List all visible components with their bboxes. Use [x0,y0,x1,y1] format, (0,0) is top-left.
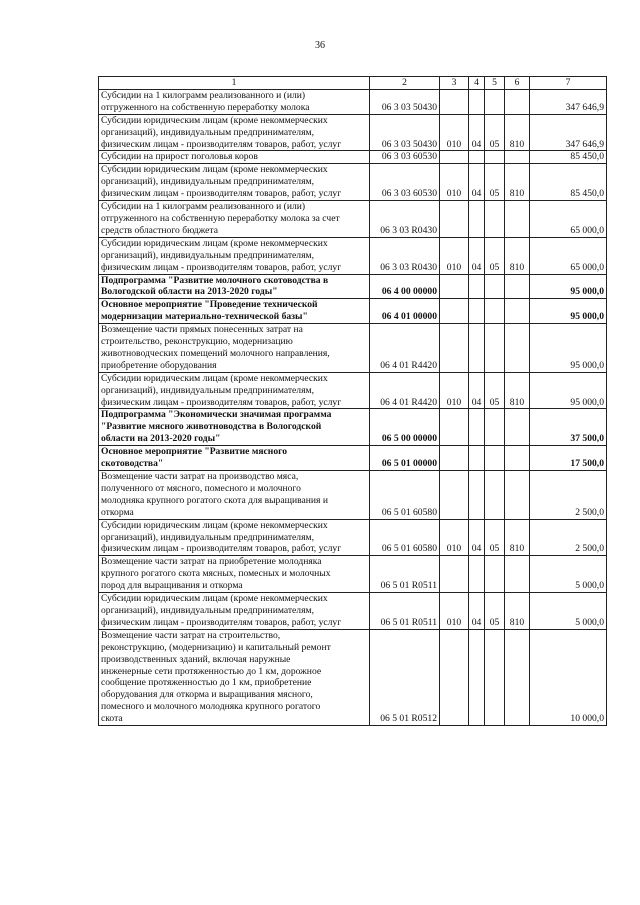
row-col3 [440,324,469,373]
row-col6 [505,89,530,114]
table-row [99,151,607,164]
row-name-line: Основное мероприятие "Проведение технической [101,299,318,311]
row-col3: 010 [440,593,469,630]
row-col5: 05 [485,114,505,151]
row-amount: 37 500,0 [530,409,607,446]
row-col5 [485,324,505,373]
row-name-line: физическим лицам - производителям товаров, работ, услуг [101,261,342,273]
row-code: 06 3 03 R0430 [370,201,440,238]
header-cell: 5 [485,77,505,90]
row-col3 [440,151,469,164]
row-code: 06 3 03 R0430 [370,237,440,274]
row-col6 [505,274,530,299]
row-name-line: модернизации материально-технической базы" [101,311,308,323]
row-name [99,519,370,556]
table-row [99,409,607,446]
row-col4: 04 [469,237,485,274]
row-name-line: Субсидии юридическим лицам (кроме некоммерческих [101,372,328,384]
row-name-line: "Развитие мясного животноводства в Вологодской [101,421,322,433]
row-code: 06 3 03 60530 [370,164,440,201]
row-code: 06 5 01 R0512 [370,629,440,725]
row-col6: 810 [505,237,530,274]
row-col5: 05 [485,593,505,630]
row-code: 06 5 01 R0511 [370,556,440,593]
row-col6: 810 [505,114,530,151]
row-col6 [505,556,530,593]
row-col4 [469,471,485,520]
row-col5 [485,274,505,299]
row-name-line: Субсидии на 1 килограмм реализованного и (или) [101,89,306,101]
row-name [99,201,370,238]
row-name-line: области на 2013-2020 годы" [101,433,221,445]
row-name-line: организаций), индивидуальным предпринимателям, [101,126,314,138]
row-col5 [485,201,505,238]
row-code: 06 3 03 50430 [370,114,440,151]
row-name [99,151,370,164]
row-name-line: Субсидии на 1 килограмм реализованного и (или) [101,201,306,213]
row-name-line: организаций), индивидуальным предпринимателям, [101,249,314,261]
row-name-line: организаций), индивидуальным предпринимателям, [101,384,314,396]
row-col3 [440,89,469,114]
row-name-line: приобретение оборудования [101,359,217,371]
row-name-line: инженерные сети протяженностью до 1 км, дорожное [101,665,322,677]
row-amount: 5 000,0 [530,593,607,630]
row-name [99,89,370,114]
row-name-line: производственных зданий, включая наружные [101,653,291,665]
row-code: 06 5 01 R0511 [370,593,440,630]
table-row [99,372,607,409]
row-col5: 05 [485,237,505,274]
row-col3 [440,201,469,238]
row-name [99,299,370,324]
table-header-row [99,77,607,90]
row-name-line: Субсидии юридическим лицам (кроме некоммерческих [101,237,328,249]
row-col4 [469,89,485,114]
table-row [99,519,607,556]
row-col4 [469,299,485,324]
row-amount: 2 500,0 [530,471,607,520]
row-code: 06 5 01 00000 [370,446,440,471]
row-amount: 347 646,9 [530,89,607,114]
row-col3: 010 [440,164,469,201]
row-name-line: помесного и молочного молодняка крупного рогатого [101,701,321,713]
row-amount: 85 450,0 [530,164,607,201]
row-code: 06 4 01 R4420 [370,324,440,373]
row-col3: 010 [440,519,469,556]
row-amount: 347 646,9 [530,114,607,151]
row-name-line: реконструкцию, (модернизацию) и капитальный ремонт [101,641,331,653]
row-col4: 04 [469,593,485,630]
table-row [99,237,607,274]
row-name-line: строительство, реконструкцию, модернизацию [101,336,293,348]
row-code: 06 5 00 00000 [370,409,440,446]
row-col6 [505,446,530,471]
row-col6 [505,324,530,373]
row-name-line: Вологодской области на 2013-2020 годы" [101,286,278,298]
table-row [99,324,607,373]
row-col6 [505,201,530,238]
row-name-line: организаций), индивидуальным предпринимателям, [101,176,314,188]
row-name-line: Возмещение части затрат на производство мяса, [101,471,299,482]
row-col6: 810 [505,164,530,201]
row-name [99,471,370,520]
row-name [99,556,370,593]
table-row [99,164,607,201]
row-name-line: физическим лицам - производителям товаров, работ, услуг [101,188,342,200]
row-col4 [469,151,485,164]
row-col4 [469,409,485,446]
row-name [99,593,370,630]
table-row [99,201,607,238]
table-row [99,629,607,725]
row-col5 [485,409,505,446]
budget-table [98,76,607,726]
row-code: 06 3 03 60530 [370,151,440,164]
row-col5 [485,89,505,114]
row-col6 [505,151,530,164]
row-col5: 05 [485,372,505,409]
row-col6 [505,471,530,520]
row-name-line: Подпрограмма "Развитие молочного скотоводства в [101,274,329,286]
row-col4: 04 [469,114,485,151]
row-name-line: Подпрограмма "Экономически значимая программа [101,409,332,421]
row-name-line: Субсидии юридическим лицам (кроме некоммерческих [101,519,328,531]
header-cell: 3 [440,77,469,90]
row-name-line: Субсидии юридическим лицам (кроме некоммерческих [101,114,328,126]
row-col6: 810 [505,593,530,630]
header-cell: 2 [370,77,440,90]
row-amount: 95 000,0 [530,324,607,373]
row-name [99,274,370,299]
row-name-line: Возмещение части затрат на строительство, [101,629,281,641]
row-col4 [469,201,485,238]
row-name-line: Субсидии на прирост поголовья коров [101,151,258,163]
row-name-line: Возмещение части прямых понесенных затрат на [101,324,303,336]
row-code: 06 5 01 60580 [370,519,440,556]
row-col6: 810 [505,372,530,409]
row-name [99,164,370,201]
row-name-line: полученного от мясного, помесного и молочного [101,482,301,494]
row-amount: 10 000,0 [530,629,607,725]
row-name-line: скота [101,713,123,725]
row-col6: 810 [505,519,530,556]
row-col5 [485,629,505,725]
table-row [99,556,607,593]
row-name-line: физическим лицам - производителям товаров, работ, услуг [101,543,342,555]
row-amount: 2 500,0 [530,519,607,556]
row-name-line: Субсидии юридическим лицам (кроме некоммерческих [101,593,328,605]
row-name [99,446,370,471]
header-cell: 4 [469,77,485,90]
row-col3 [440,471,469,520]
row-col6 [505,299,530,324]
row-col5: 05 [485,519,505,556]
row-col6 [505,629,530,725]
row-name-line: отгруженного на собственную переработку молока за счет [101,212,340,224]
row-col4 [469,324,485,373]
row-code: 06 5 01 60580 [370,471,440,520]
row-col4 [469,629,485,725]
row-name-line: скотоводства" [101,458,164,470]
row-col3 [440,274,469,299]
row-name-line: физическим лицам - производителям товаров, работ, услуг [101,396,342,408]
row-name-line: оборудования для откорма и выращивания мясного, [101,689,313,701]
row-name [99,372,370,409]
row-name-line: организаций), индивидуальным предпринимателям, [101,604,314,616]
row-col5 [485,471,505,520]
row-name [99,237,370,274]
row-code: 06 4 01 R4420 [370,372,440,409]
row-amount: 95 000,0 [530,274,607,299]
row-name-line: средств областного бюджета [101,224,218,236]
row-name-line: Возмещение части затрат на приобретение молодняка [101,556,322,568]
table-row [99,446,607,471]
row-col5 [485,299,505,324]
row-name-line: откорма [101,506,134,518]
row-name-line: физическим лицам - производителям товаров, работ, услуг [101,138,342,150]
row-col5 [485,446,505,471]
page-number: 36 [315,40,325,51]
row-name-line: отгруженного на собственную переработку молока [101,101,310,113]
row-col4: 04 [469,372,485,409]
row-name [99,409,370,446]
table-row [99,471,607,520]
row-amount: 65 000,0 [530,201,607,238]
row-amount: 5 000,0 [530,556,607,593]
row-name-line: сообщение протяженностью до 1 км, приобретение [101,677,312,689]
row-code: 06 3 03 50430 [370,89,440,114]
row-col5 [485,556,505,593]
row-name-line: физическим лицам - производителям товаров, работ, услуг [101,616,342,628]
row-col3 [440,299,469,324]
row-col3: 010 [440,372,469,409]
row-amount: 17 500,0 [530,446,607,471]
row-name-line: организаций), индивидуальным предпринимателям, [101,531,314,543]
row-col5 [485,151,505,164]
table-row [99,299,607,324]
header-cell: 7 [530,77,607,90]
table-row [99,593,607,630]
row-amount: 95 000,0 [530,372,607,409]
row-name [99,629,370,725]
row-name [99,324,370,373]
table-row [99,114,607,151]
row-name-line: Субсидии юридическим лицам (кроме некоммерческих [101,164,328,176]
row-col4: 04 [469,519,485,556]
row-col5: 05 [485,164,505,201]
header-cell: 1 [99,77,370,90]
row-amount: 65 000,0 [530,237,607,274]
row-col3: 010 [440,237,469,274]
table-row [99,89,607,114]
row-col6 [505,409,530,446]
row-col4 [469,556,485,593]
row-col3: 010 [440,114,469,151]
row-name-line: молодняка крупного рогатого скота для выращивания и [101,494,329,506]
row-amount: 85 450,0 [530,151,607,164]
row-code: 06 4 01 00000 [370,299,440,324]
row-col3 [440,446,469,471]
row-name-line: крупного рогатого скота мясных, помесных и молочных [101,568,331,580]
row-amount: 95 000,0 [530,299,607,324]
row-name-line: животноводческих помещений молочного направления, [101,347,330,359]
row-col3 [440,629,469,725]
row-col3 [440,556,469,593]
row-code: 06 4 00 00000 [370,274,440,299]
row-col4: 04 [469,164,485,201]
row-name-line: Основное мероприятие "Развитие мясного [101,446,288,458]
row-col3 [440,409,469,446]
table-row [99,274,607,299]
row-col4 [469,274,485,299]
row-name [99,114,370,151]
row-col4 [469,446,485,471]
row-name-line: пород для выращивания и откорма [101,580,243,592]
header-cell: 6 [505,77,530,90]
